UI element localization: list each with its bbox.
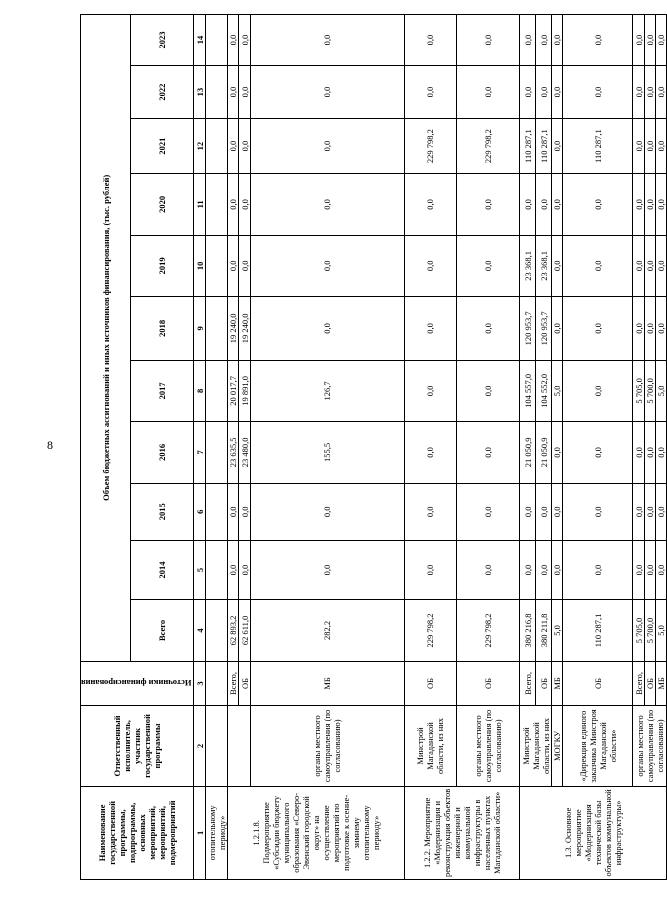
header-responsible: Ответственный исполнитель, участник государственной программы bbox=[81, 706, 194, 787]
row-value: 0,0 bbox=[536, 66, 552, 119]
row-value: 0,0 bbox=[405, 15, 456, 66]
table-row bbox=[405, 15, 456, 880]
table-row bbox=[456, 15, 520, 880]
row-value: 0,0 bbox=[633, 483, 644, 540]
row-responsible: органы местного самоуправления (по согласованию) bbox=[633, 706, 667, 787]
row-value: 0,0 bbox=[536, 483, 552, 540]
row-source: Всего, bbox=[520, 661, 536, 706]
row-value: 5,0 bbox=[656, 360, 667, 421]
row-value: 0,0 bbox=[405, 360, 456, 421]
row-value: 0,0 bbox=[552, 119, 563, 174]
row-value: 0,0 bbox=[520, 540, 536, 599]
row-value: 120 953,7 bbox=[520, 297, 536, 361]
col-index: 2 bbox=[194, 706, 206, 787]
row-value: 0,0 bbox=[633, 119, 644, 174]
row-value: 0,0 bbox=[552, 483, 563, 540]
row-responsible bbox=[228, 706, 251, 787]
row-value: 23 368,1 bbox=[520, 235, 536, 296]
col-index: 11 bbox=[194, 174, 206, 235]
row-value: 0,0 bbox=[656, 15, 667, 66]
row-value: 5,0 bbox=[552, 600, 563, 661]
row-value: 0,0 bbox=[456, 297, 520, 361]
row-value: 0,0 bbox=[633, 235, 644, 296]
row-value: 0,0 bbox=[552, 15, 563, 66]
row-value: 0,0 bbox=[239, 15, 250, 66]
row-value: 23 635,5 bbox=[228, 422, 239, 483]
row-source: ОБ bbox=[239, 661, 250, 706]
row-value: 229 798,2 bbox=[456, 119, 520, 174]
row-source: Всего, bbox=[228, 661, 239, 706]
row-value: 0,0 bbox=[633, 66, 644, 119]
row-value: 0,0 bbox=[250, 174, 404, 235]
row-responsible: «Дирекция единого заказчика Минстроя Магаданской области» bbox=[563, 706, 633, 787]
row-value: 0,0 bbox=[644, 297, 655, 361]
row-value: 0,0 bbox=[552, 422, 563, 483]
row-value: 0,0 bbox=[644, 119, 655, 174]
row-value: 0,0 bbox=[633, 15, 644, 66]
row-value: 0,0 bbox=[405, 235, 456, 296]
row-value: 0,0 bbox=[563, 360, 633, 421]
header-year: 2022 bbox=[131, 66, 194, 119]
row-value: 0,0 bbox=[250, 15, 404, 66]
row-value: 0,0 bbox=[520, 483, 536, 540]
row-value: 155,5 bbox=[250, 422, 404, 483]
row-value: 5,0 bbox=[656, 600, 667, 661]
row-value: 0,0 bbox=[239, 235, 250, 296]
row-value: 104 557,0 bbox=[520, 360, 536, 421]
table-row bbox=[552, 15, 563, 880]
row-value: 0,0 bbox=[228, 66, 239, 119]
row-value: 0,0 bbox=[552, 174, 563, 235]
row-value: 23 480,0 bbox=[239, 422, 250, 483]
row-value: 104 552,0 bbox=[536, 360, 552, 421]
row-value: 5 700,0 bbox=[644, 360, 655, 421]
row-value: 0,0 bbox=[239, 540, 250, 599]
row-value: 0,0 bbox=[405, 174, 456, 235]
row-value: 0,0 bbox=[552, 66, 563, 119]
col-index: 13 bbox=[194, 66, 206, 119]
page-number: 8 bbox=[47, 438, 53, 452]
row-value: 5 705,0 bbox=[633, 600, 644, 661]
row-value: 110 287,1 bbox=[536, 119, 552, 174]
header-year: 2018 bbox=[131, 297, 194, 361]
col-index: 1 bbox=[194, 786, 206, 879]
table-row bbox=[520, 15, 536, 880]
row-value: 0,0 bbox=[633, 540, 644, 599]
header-name: Наименование государственной программы, подпрограммы, основных мероприятий, мероприятий, подмероприятий bbox=[81, 786, 194, 879]
row-value: 0,0 bbox=[563, 422, 633, 483]
row-source: МБ bbox=[250, 661, 404, 706]
table-row bbox=[563, 15, 633, 880]
row-value: 0,0 bbox=[456, 15, 520, 66]
row-value: 5 700,0 bbox=[644, 600, 655, 661]
index-row bbox=[194, 15, 206, 880]
row-responsible: органы местного самоуправления (по согласованию) bbox=[250, 706, 404, 787]
row-value: 0,0 bbox=[456, 235, 520, 296]
row-source: МБ bbox=[656, 661, 667, 706]
row-value: 19 891,0 bbox=[239, 360, 250, 421]
row-value: 0,0 bbox=[228, 15, 239, 66]
col-index: 5 bbox=[194, 540, 206, 599]
row-value: 0,0 bbox=[250, 297, 404, 361]
row-value: 0,0 bbox=[536, 174, 552, 235]
row-value: 62 893,2 bbox=[228, 600, 239, 661]
row-value: 21 050,9 bbox=[520, 422, 536, 483]
row-value: 0,0 bbox=[405, 422, 456, 483]
table-row bbox=[633, 15, 644, 880]
row-value: 19 240,0 bbox=[228, 297, 239, 361]
row-value: 0,0 bbox=[656, 66, 667, 119]
col-index: 7 bbox=[194, 422, 206, 483]
row-value: 0,0 bbox=[644, 15, 655, 66]
row-value: 0,0 bbox=[228, 119, 239, 174]
header-year: 2016 bbox=[131, 422, 194, 483]
row-value: 126,7 bbox=[250, 360, 404, 421]
header-total: Всего bbox=[131, 600, 194, 661]
row-value: 0,0 bbox=[644, 540, 655, 599]
row-value: 0,0 bbox=[563, 235, 633, 296]
row-value: 110 287,1 bbox=[520, 119, 536, 174]
row-value: 0,0 bbox=[563, 66, 633, 119]
row-name: 1.2.1.8. Подмероприятие «Субсидии бюджету муниципального образования «Северо-Эвенский городской округ» на осуществление мероприятий по подготовке к осенне-зимнему отопительному периоду» bbox=[228, 786, 405, 879]
row-value: 0,0 bbox=[633, 174, 644, 235]
header-source: Источники финансирования bbox=[81, 661, 194, 706]
row-value: 229 798,2 bbox=[456, 600, 520, 661]
row-value: 23 368,1 bbox=[536, 235, 552, 296]
row-responsible: МОГКУ bbox=[552, 706, 563, 787]
table-row bbox=[250, 15, 404, 880]
row-value: 0,0 bbox=[228, 174, 239, 235]
budget-table-rotated bbox=[80, 14, 667, 880]
header-year: 2021 bbox=[131, 119, 194, 174]
header-year: 2020 bbox=[131, 174, 194, 235]
col-index: 10 bbox=[194, 235, 206, 296]
row-value: 0,0 bbox=[552, 235, 563, 296]
row-value: 0,0 bbox=[656, 235, 667, 296]
row-source: Всего, bbox=[633, 661, 644, 706]
row-value: 0,0 bbox=[563, 15, 633, 66]
row-value: 0,0 bbox=[644, 174, 655, 235]
row-value: 0,0 bbox=[250, 66, 404, 119]
header-year: 2019 bbox=[131, 235, 194, 296]
row-responsible: Минстрой Магаданской области, из них bbox=[520, 706, 552, 787]
row-source: ОБ bbox=[405, 661, 456, 706]
header-year: 2017 bbox=[131, 360, 194, 421]
row-name: 1.2.2. Мероприятие «Модернизация и реконструкция объектов инженерной и коммунальной инфраструктуры в населенных пунктах Магаданской области» bbox=[405, 786, 520, 879]
row-value: 0,0 bbox=[520, 15, 536, 66]
row-value: 0,0 bbox=[228, 540, 239, 599]
col-index: 12 bbox=[194, 119, 206, 174]
row-value: 0,0 bbox=[552, 297, 563, 361]
row-source: ОБ bbox=[536, 661, 552, 706]
table-row bbox=[206, 15, 228, 880]
row-value: 0,0 bbox=[633, 297, 644, 361]
row-value: 19 240,0 bbox=[239, 297, 250, 361]
row-value: 0,0 bbox=[536, 15, 552, 66]
row-responsible: Минстрой Магаданской области, из них bbox=[405, 706, 456, 787]
row-value: 20 017,7 bbox=[228, 360, 239, 421]
row-value: 0,0 bbox=[656, 540, 667, 599]
row-value: 0,0 bbox=[239, 483, 250, 540]
row-value: 0,0 bbox=[405, 66, 456, 119]
row-value: 0,0 bbox=[644, 483, 655, 540]
header-year: 2015 bbox=[131, 483, 194, 540]
row-value: 0,0 bbox=[250, 483, 404, 540]
budget-table bbox=[80, 14, 667, 880]
row-source: МБ bbox=[552, 661, 563, 706]
row-value: 380 216,8 bbox=[520, 600, 536, 661]
row-value: 0,0 bbox=[250, 235, 404, 296]
row-value: 0,0 bbox=[563, 540, 633, 599]
row-value: 0,0 bbox=[656, 422, 667, 483]
row-value: 0,0 bbox=[656, 119, 667, 174]
col-index: 9 bbox=[194, 297, 206, 361]
row-value: 0,0 bbox=[456, 422, 520, 483]
row-value: 0,0 bbox=[656, 483, 667, 540]
row-value: 0,0 bbox=[552, 540, 563, 599]
row-value: 0,0 bbox=[456, 483, 520, 540]
row-value: 0,0 bbox=[239, 174, 250, 235]
row-value: 0,0 bbox=[239, 66, 250, 119]
row-value: 0,0 bbox=[656, 297, 667, 361]
row-value: 0,0 bbox=[456, 66, 520, 119]
row-value: 0,0 bbox=[656, 174, 667, 235]
row-value: 0,0 bbox=[456, 174, 520, 235]
row-value: 110 287,1 bbox=[563, 119, 633, 174]
col-index: 6 bbox=[194, 483, 206, 540]
row-value: 120 953,7 bbox=[536, 297, 552, 361]
row-value: 0,0 bbox=[456, 540, 520, 599]
row-value: 0,0 bbox=[644, 66, 655, 119]
row-value: 0,0 bbox=[228, 235, 239, 296]
row-value: 0,0 bbox=[520, 66, 536, 119]
row-source: ОБ bbox=[563, 661, 633, 706]
row-value: 0,0 bbox=[520, 174, 536, 235]
table-row bbox=[228, 15, 239, 880]
row-value: 0,0 bbox=[633, 422, 644, 483]
row-value: 0,0 bbox=[563, 174, 633, 235]
header-volume: Объем бюджетных ассигнований и иных источников финансирования, (тыс. рублей) bbox=[81, 15, 131, 662]
row-value: 380 211,8 bbox=[536, 600, 552, 661]
row-value: 0,0 bbox=[228, 483, 239, 540]
row-value: 0,0 bbox=[405, 540, 456, 599]
row-value: 282,2 bbox=[250, 600, 404, 661]
col-index: 14 bbox=[194, 15, 206, 66]
row-value: 229 798,2 bbox=[405, 119, 456, 174]
row-value: 0,0 bbox=[239, 119, 250, 174]
col-index: 4 bbox=[194, 600, 206, 661]
row-name: 1.3. Основное мероприятие «Модернизация технической базы объектов коммунальной инфраструктуры» bbox=[520, 786, 667, 879]
row-value: 229 798,2 bbox=[405, 600, 456, 661]
row-value: 0,0 bbox=[563, 483, 633, 540]
row-value: 110 287,1 bbox=[563, 600, 633, 661]
row-value: 21 050,9 bbox=[536, 422, 552, 483]
row-value: 0,0 bbox=[536, 540, 552, 599]
row-value: 0,0 bbox=[250, 540, 404, 599]
row-source: ОБ bbox=[644, 661, 655, 706]
col-index: 8 bbox=[194, 360, 206, 421]
row-source: ОБ bbox=[456, 661, 520, 706]
row-responsible: органы местного самоуправления (по согласованию) bbox=[456, 706, 520, 787]
row-value: 0,0 bbox=[644, 422, 655, 483]
row-value: 0,0 bbox=[456, 360, 520, 421]
header-year: 2023 bbox=[131, 15, 194, 66]
row-value: 0,0 bbox=[250, 119, 404, 174]
row-value: 5,0 bbox=[552, 360, 563, 421]
row-value: 62 611,0 bbox=[239, 600, 250, 661]
row-value: 0,0 bbox=[644, 235, 655, 296]
row-value: 0,0 bbox=[405, 483, 456, 540]
row-value: 0,0 bbox=[405, 297, 456, 361]
row-value: 5 705,0 bbox=[633, 360, 644, 421]
col-index: 3 bbox=[194, 661, 206, 706]
row-name: отопительному периоду» bbox=[206, 786, 228, 879]
row-value: 0,0 bbox=[563, 297, 633, 361]
header-year: 2014 bbox=[131, 540, 194, 599]
